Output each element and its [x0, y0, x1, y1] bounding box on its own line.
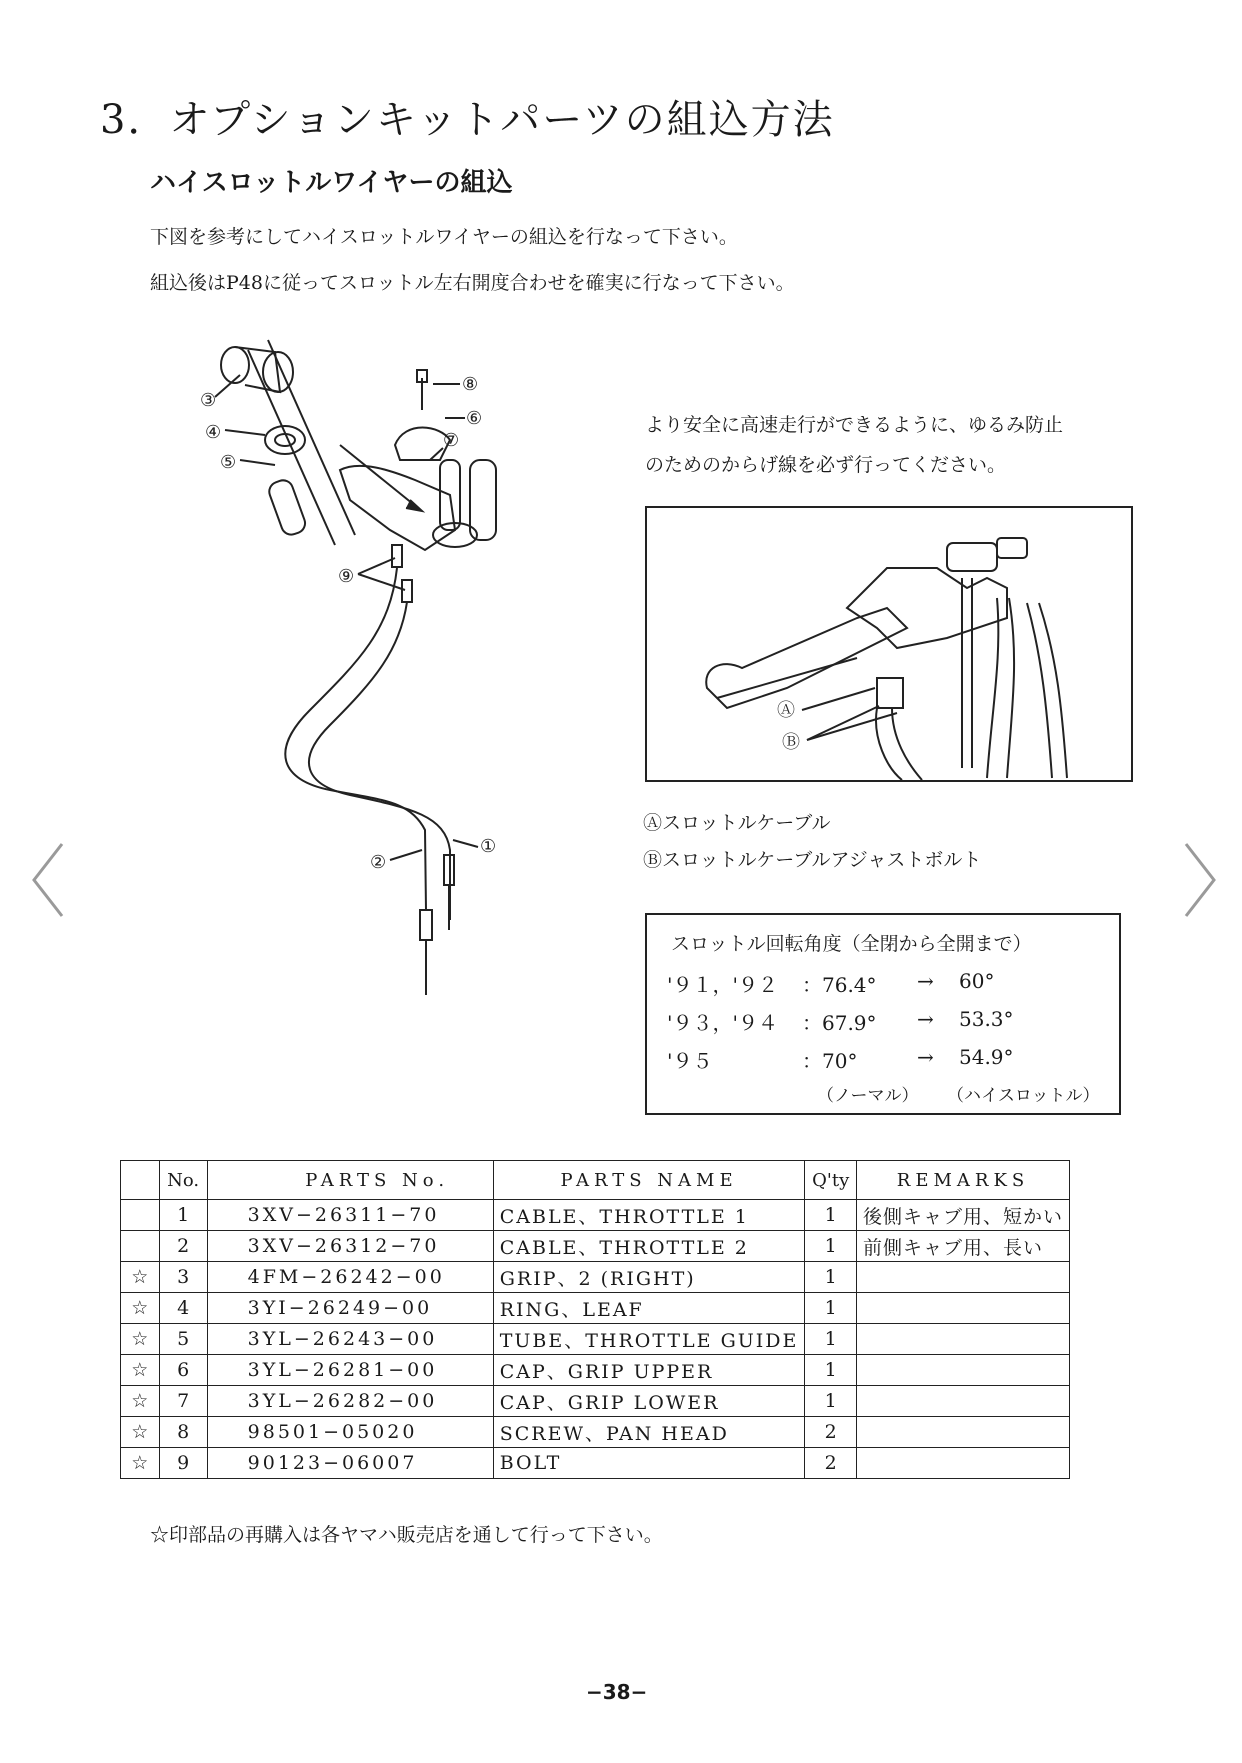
angle-row-arrow: →	[917, 969, 934, 993]
angle-row-normal: ：70°	[802, 1049, 858, 1073]
row-no: 8	[159, 1417, 207, 1448]
row-star: ☆	[121, 1355, 160, 1386]
row-remarks	[856, 1293, 1069, 1324]
callout-7: ⑦	[443, 430, 460, 451]
table-row	[121, 1448, 1070, 1479]
row-parts-name: GRIP、2 (RIGHT)	[493, 1262, 805, 1293]
header-no: No.	[159, 1161, 207, 1200]
row-remarks	[856, 1355, 1069, 1386]
row-remarks	[856, 1448, 1069, 1479]
section-subtitle: ハイスロットルワイヤーの組込	[150, 168, 513, 198]
angle-row-arrow: →	[917, 1007, 934, 1031]
normal-label: （ノーマル）	[817, 1086, 919, 1106]
row-remarks: 後側キャブ用、短かい	[856, 1200, 1069, 1231]
row-parts-no: 3XV−26312−70	[207, 1231, 493, 1262]
row-parts-no: 90123−06007	[207, 1448, 493, 1479]
angle-row-year: '９５	[667, 1049, 713, 1073]
row-parts-no: 3YL−26243−00	[207, 1324, 493, 1355]
row-star: ☆	[121, 1324, 160, 1355]
callout-8: ⑧	[462, 374, 479, 395]
chevron-right-icon	[1180, 840, 1220, 920]
callout-9: ⑨	[338, 566, 355, 587]
table-row	[121, 1231, 1070, 1262]
row-star: ☆	[121, 1262, 160, 1293]
row-parts-name: CABLE、THROTTLE 1	[493, 1200, 805, 1231]
row-no: 3	[159, 1262, 207, 1293]
angle-row-arrow: →	[917, 1045, 934, 1069]
safety-note-line-1: より安全に高速走行ができるように、ゆるみ防止	[645, 414, 1064, 436]
table-row	[121, 1262, 1070, 1293]
header-star	[121, 1161, 160, 1200]
row-no: 4	[159, 1293, 207, 1324]
safety-note-line-2: のためのからげ線を必ず行ってください。	[645, 454, 1007, 476]
legend-a: Ⓐスロットルケーブル	[643, 812, 831, 834]
row-remarks	[856, 1262, 1069, 1293]
intro-line-2: 組込後はP48に従ってスロットル左右開度合わせを確実に行なって下さい。	[150, 272, 795, 294]
row-qty: 1	[805, 1386, 857, 1417]
page-title: 3．オプションキットパーツの組込方法	[100, 97, 835, 143]
table-row	[121, 1324, 1070, 1355]
angle-box-title: スロットル回転角度（全閉から全開まで）	[671, 933, 1032, 955]
row-parts-no: 4FM−26242−00	[207, 1262, 493, 1293]
callout-5: ⑤	[220, 452, 237, 473]
row-qty: 1	[805, 1324, 857, 1355]
row-parts-no: 98501−05020	[207, 1417, 493, 1448]
row-no: 7	[159, 1386, 207, 1417]
table-row	[121, 1417, 1070, 1448]
callout-6: ⑥	[466, 408, 483, 429]
prev-page-button[interactable]	[28, 840, 68, 920]
angle-row-normal: ：76.4°	[802, 973, 877, 997]
inset-callout-b: Ⓑ	[782, 732, 800, 753]
row-remarks	[856, 1386, 1069, 1417]
throttle-assembly-diagram	[200, 330, 620, 1130]
callout-2: ②	[370, 852, 387, 873]
row-parts-name: CAP、GRIP LOWER	[493, 1386, 805, 1417]
row-qty: 1	[805, 1293, 857, 1324]
legend-b: Ⓑスロットルケーブルアジャストボルト	[643, 849, 982, 871]
row-remarks	[856, 1417, 1069, 1448]
angle-row-year: '９１，'９２	[667, 973, 778, 997]
page-number: −38−	[586, 1680, 648, 1704]
row-star: ☆	[121, 1448, 160, 1479]
header-parts-name: PARTS NAME	[493, 1161, 805, 1200]
callout-3: ③	[200, 390, 217, 411]
parts-table	[120, 1160, 1070, 1479]
callout-4: ④	[205, 422, 222, 443]
angle-row-normal: ：67.9°	[802, 1011, 877, 1035]
chevron-left-icon	[28, 840, 68, 920]
row-parts-name: CAP、GRIP UPPER	[493, 1355, 805, 1386]
row-no: 9	[159, 1448, 207, 1479]
row-star	[121, 1231, 160, 1262]
row-parts-name: TUBE、THROTTLE GUIDE	[493, 1324, 805, 1355]
footnote: ☆印部品の再購入は各ヤマハ販売店を通して行って下さい。	[150, 1524, 663, 1546]
row-qty: 2	[805, 1417, 857, 1448]
row-parts-no: 3XV−26311−70	[207, 1200, 493, 1231]
row-remarks: 前側キャブ用、長い	[856, 1231, 1069, 1262]
table-row	[121, 1355, 1070, 1386]
throttle-angle-box	[645, 913, 1121, 1115]
angle-row-high: 53.3°	[959, 1007, 1014, 1031]
row-parts-no: 3YL−26281−00	[207, 1355, 493, 1386]
row-no: 1	[159, 1200, 207, 1231]
row-remarks	[856, 1324, 1069, 1355]
angle-row-high: 60°	[959, 969, 995, 993]
row-star	[121, 1200, 160, 1231]
row-no: 2	[159, 1231, 207, 1262]
table-row	[121, 1293, 1070, 1324]
row-star: ☆	[121, 1293, 160, 1324]
row-qty: 1	[805, 1200, 857, 1231]
safety-note	[645, 405, 1165, 485]
row-no: 5	[159, 1324, 207, 1355]
row-star: ☆	[121, 1417, 160, 1448]
row-parts-no: 3YL−26282−00	[207, 1386, 493, 1417]
row-qty: 1	[805, 1355, 857, 1386]
angle-row-high: 54.9°	[959, 1045, 1014, 1069]
row-qty: 1	[805, 1231, 857, 1262]
callout-1: ①	[480, 836, 497, 857]
row-parts-no: 3YI−26249−00	[207, 1293, 493, 1324]
inset-callout-a: Ⓐ	[777, 700, 795, 721]
table-row	[121, 1386, 1070, 1417]
table-header-row	[121, 1161, 1070, 1200]
table-row	[121, 1200, 1070, 1231]
row-star: ☆	[121, 1386, 160, 1417]
high-throttle-label: （ハイスロットル）	[947, 1086, 1100, 1106]
header-remarks: REMARKS	[856, 1161, 1069, 1200]
header-parts-no: PARTS No.	[207, 1161, 493, 1200]
intro-line-1: 下図を参考にしてハイスロットルワイヤーの組込を行なって下さい。	[150, 226, 738, 248]
row-parts-name: BOLT	[493, 1448, 805, 1479]
row-qty: 2	[805, 1448, 857, 1479]
angle-row-year: '９３，'９４	[667, 1011, 778, 1035]
inset-figure	[645, 506, 1133, 782]
lever-closeup-diagram	[647, 508, 1131, 780]
row-parts-name: CABLE、THROTTLE 2	[493, 1231, 805, 1262]
header-qty: Q'ty	[805, 1161, 857, 1200]
row-qty: 1	[805, 1262, 857, 1293]
row-no: 6	[159, 1355, 207, 1386]
row-parts-name: RING、LEAF	[493, 1293, 805, 1324]
row-parts-name: SCREW、PAN HEAD	[493, 1417, 805, 1448]
next-page-button[interactable]	[1180, 840, 1220, 920]
